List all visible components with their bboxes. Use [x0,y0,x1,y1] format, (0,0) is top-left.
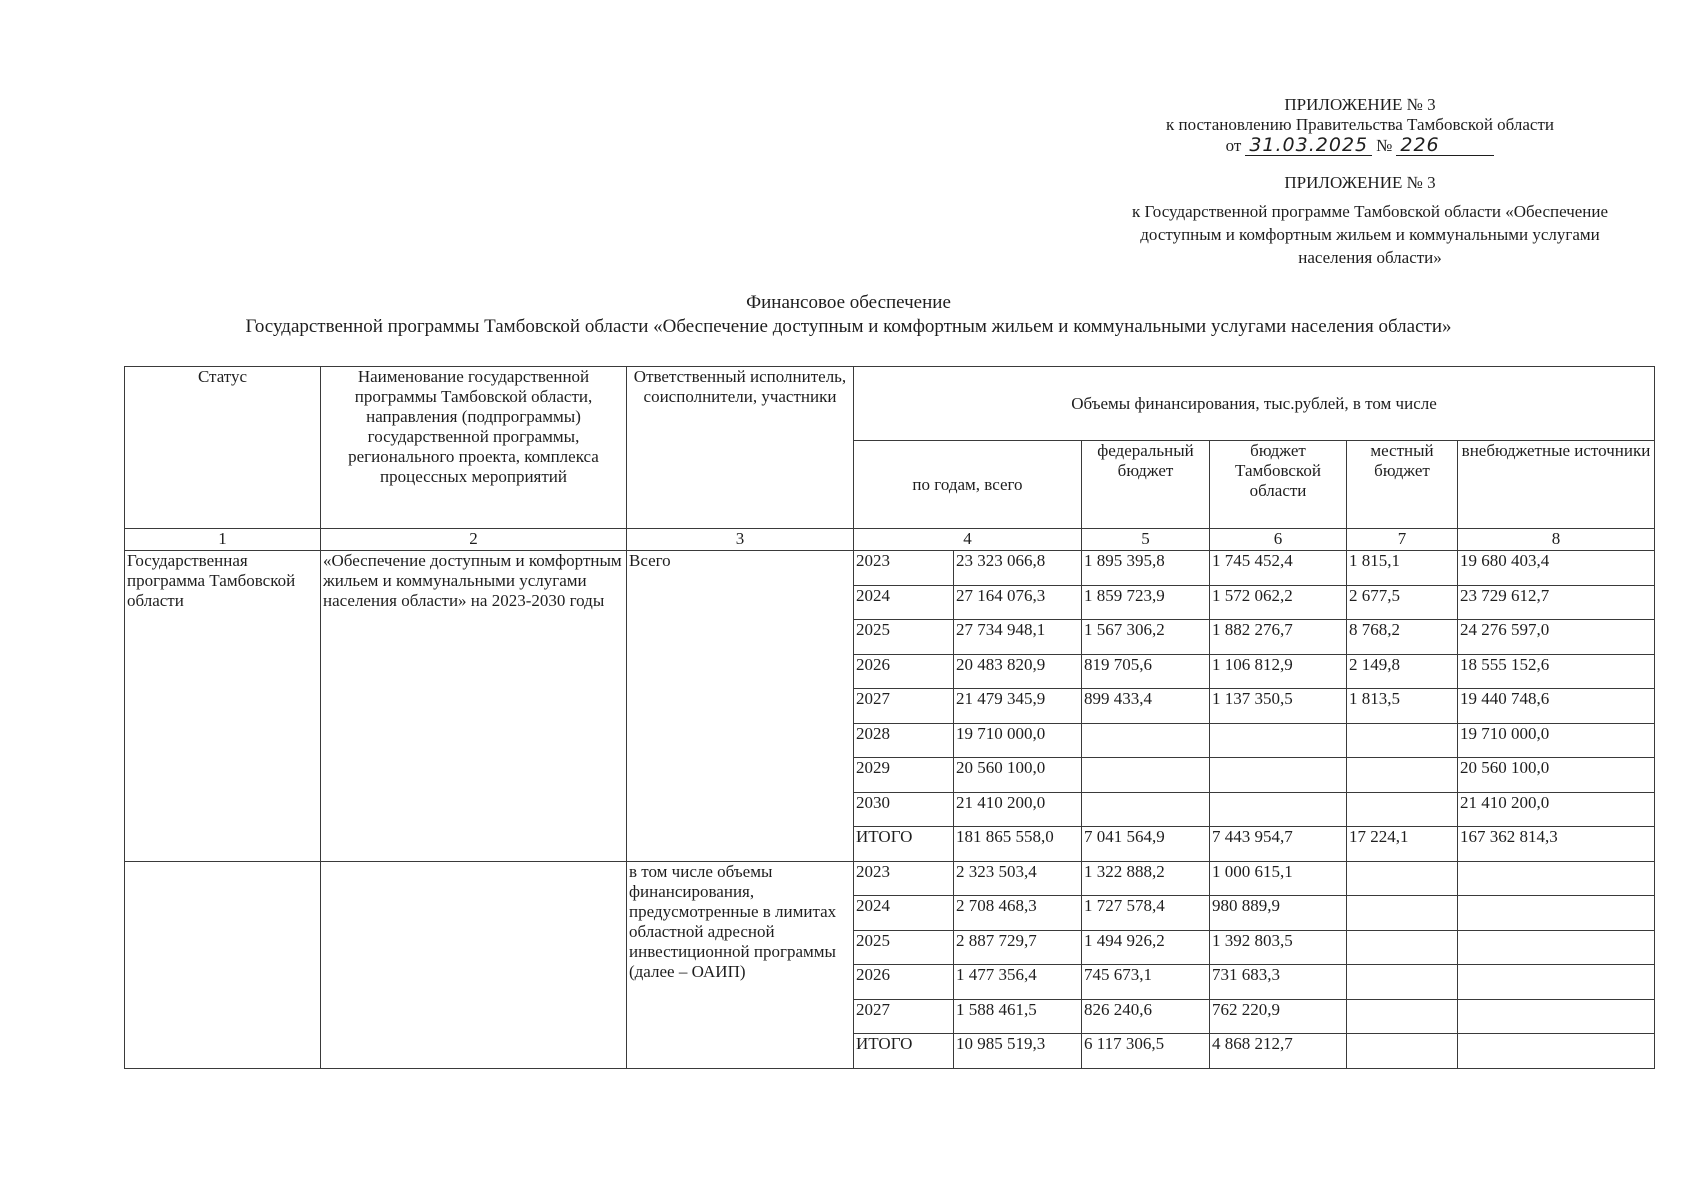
number-prefix: № [1376,136,1393,155]
year-cell: 2028 [854,723,954,758]
handwritten-date: 31.03.2025 [1245,135,1372,156]
year-cell: 2029 [854,758,954,793]
local-cell [1347,792,1458,827]
local-cell [1347,930,1458,965]
regional-cell: 1 137 350,5 [1210,689,1347,724]
regional-cell: 1 000 615,1 [1210,861,1347,896]
federal-cell: 6 117 306,5 [1082,1034,1210,1069]
regional-cell: 1 745 452,4 [1210,551,1347,586]
program-line-3: населения области» [1298,248,1442,267]
federal-cell: 819 705,6 [1082,654,1210,689]
local-cell [1347,861,1458,896]
year-cell: 2023 [854,861,954,896]
extra-cell [1458,1034,1655,1069]
local-cell [1347,758,1458,793]
local-cell: 1 815,1 [1347,551,1458,586]
regional-cell [1210,723,1347,758]
extra-cell: 19 440 748,6 [1458,689,1655,724]
federal-cell: 826 240,6 [1082,999,1210,1034]
col-number: 6 [1210,529,1347,551]
program-name-cell [321,861,627,1068]
table-row [125,551,1655,586]
col-number: 7 [1347,529,1458,551]
year-cell: 2027 [854,689,954,724]
local-cell [1347,723,1458,758]
extra-cell [1458,896,1655,931]
regional-cell: 762 220,9 [1210,999,1347,1034]
resolution-line: к постановлению Правительства Тамбовской области [1165,115,1555,134]
extra-cell [1458,965,1655,1000]
year-cell: 2025 [854,620,954,655]
federal-cell: 1 567 306,2 [1082,620,1210,655]
federal-cell: 1 727 578,4 [1082,896,1210,931]
total-cell: 23 323 066,8 [954,551,1082,586]
regional-cell: 1 106 812,9 [1210,654,1347,689]
handwritten-number: 226 [1396,135,1494,156]
local-cell [1347,1034,1458,1069]
date-prefix: от [1225,136,1242,155]
header-extra: внебюджетные источники [1458,441,1655,529]
year-cell: ИТОГО [854,1034,954,1069]
appendix-label: ПРИЛОЖЕНИЕ № 3 [1284,95,1436,114]
col-number: 3 [627,529,854,551]
year-cell: 2030 [854,792,954,827]
regional-cell: 7 443 954,7 [1210,827,1347,862]
federal-cell: 1 322 888,2 [1082,861,1210,896]
local-cell [1347,896,1458,931]
year-cell: 2026 [854,965,954,1000]
executor-cell: Всего [627,551,854,862]
regional-cell [1210,792,1347,827]
col-number: 8 [1458,529,1655,551]
federal-cell: 899 433,4 [1082,689,1210,724]
regional-cell: 1 572 062,2 [1210,585,1347,620]
federal-cell [1082,792,1210,827]
total-cell: 1 588 461,5 [954,999,1082,1034]
col-number: 1 [125,529,321,551]
col-number: 5 [1082,529,1210,551]
program-line-1: к Государственной программе Тамбовской области «Обеспечение [1131,202,1609,221]
extra-cell: 20 560 100,0 [1458,758,1655,793]
status-cell [125,861,321,1068]
header-local: местный бюджет [1347,441,1458,529]
extra-cell: 167 362 814,3 [1458,827,1655,862]
federal-cell: 1 895 395,8 [1082,551,1210,586]
date-number-line [1160,135,1560,156]
header-regional: бюджет Тамбовской области [1210,441,1347,529]
federal-cell [1082,758,1210,793]
total-cell: 181 865 558,0 [954,827,1082,862]
executor-cell: в том числе объемы финансирования, предусмотренные в лимитах областной адресной инвестиционной программы (далее – ОАИП) [627,861,854,1068]
total-cell: 21 410 200,0 [954,792,1082,827]
federal-cell: 1 494 926,2 [1082,930,1210,965]
local-cell [1347,999,1458,1034]
total-cell: 2 708 468,3 [954,896,1082,931]
program-line-2: доступным и комфортным жильем и коммунальными услугами [1140,225,1600,244]
header-by-years: по годам, всего [854,441,1082,529]
extra-cell: 21 410 200,0 [1458,792,1655,827]
total-cell: 27 734 948,1 [954,620,1082,655]
local-cell: 2 677,5 [1347,585,1458,620]
total-cell: 27 164 076,3 [954,585,1082,620]
total-cell: 10 985 519,3 [954,1034,1082,1069]
col-number: 2 [321,529,627,551]
regional-cell: 1 392 803,5 [1210,930,1347,965]
total-cell: 2 323 503,4 [954,861,1082,896]
local-cell [1347,965,1458,1000]
extra-cell: 18 555 152,6 [1458,654,1655,689]
extra-cell: 24 276 597,0 [1458,620,1655,655]
federal-cell [1082,723,1210,758]
total-cell: 2 887 729,7 [954,930,1082,965]
year-cell: 2024 [854,585,954,620]
document-subtitle: Государственной программы Тамбовской области «Обеспечение доступным и комфортным жильем и коммунальными услугами населения области» [245,316,1452,337]
extra-cell: 19 680 403,4 [1458,551,1655,586]
regional-cell: 1 882 276,7 [1210,620,1347,655]
regional-cell [1210,758,1347,793]
year-cell: 2024 [854,896,954,931]
extra-cell [1458,999,1655,1034]
col-number: 4 [854,529,1082,551]
extra-cell [1458,861,1655,896]
local-cell: 8 768,2 [1347,620,1458,655]
year-cell: 2023 [854,551,954,586]
regional-cell: 980 889,9 [1210,896,1347,931]
year-cell: ИТОГО [854,827,954,862]
federal-cell: 1 859 723,9 [1082,585,1210,620]
header-status: Статус [125,367,321,529]
program-name-cell: «Обеспечение доступным и комфортным жильем и коммунальными услугами населения области» на 2023-2030 годы [321,551,627,862]
status-cell: Государственная программа Тамбовской области [125,551,321,862]
regional-cell: 4 868 212,7 [1210,1034,1347,1069]
header-federal: федеральный бюджет [1082,441,1210,529]
total-cell: 20 560 100,0 [954,758,1082,793]
appendix2-label: ПРИЛОЖЕНИЕ № 3 [1284,173,1436,192]
total-cell: 20 483 820,9 [954,654,1082,689]
local-cell: 17 224,1 [1347,827,1458,862]
extra-cell: 23 729 612,7 [1458,585,1655,620]
federal-cell: 745 673,1 [1082,965,1210,1000]
regional-cell: 731 683,3 [1210,965,1347,1000]
local-cell: 2 149,8 [1347,654,1458,689]
year-cell: 2025 [854,930,954,965]
total-cell: 19 710 000,0 [954,723,1082,758]
local-cell: 1 813,5 [1347,689,1458,724]
document-title: Финансовое обеспечение [746,292,951,313]
header-name: Наименование государственной программы Тамбовской области, направления (подпрограммы) государственной программы, регионального проекта, комплекса процессных мероприятий [321,367,627,529]
year-cell: 2027 [854,999,954,1034]
extra-cell: 19 710 000,0 [1458,723,1655,758]
table-row [125,861,1655,896]
financing-table [124,366,1655,1069]
header-volumes: Объемы финансирования, тыс.рублей, в том числе [854,367,1655,441]
program-reference [1080,200,1660,269]
year-cell: 2026 [854,654,954,689]
federal-cell: 7 041 564,9 [1082,827,1210,862]
extra-cell [1458,930,1655,965]
total-cell: 1 477 356,4 [954,965,1082,1000]
header-executor: Ответственный исполнитель, соисполнители, участники [627,367,854,529]
total-cell: 21 479 345,9 [954,689,1082,724]
